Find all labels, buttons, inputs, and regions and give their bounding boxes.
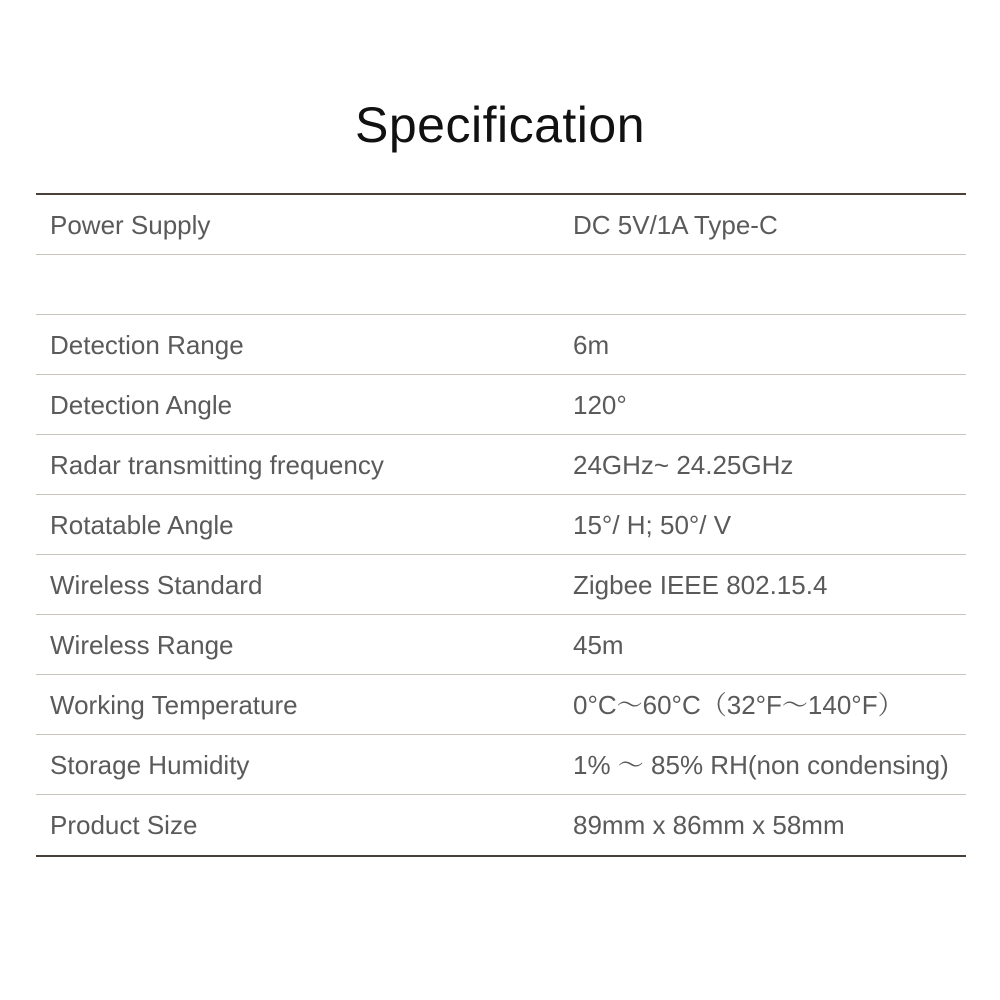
spec-value: DC 5V/1A Type-C xyxy=(573,210,778,240)
spec-label: Detection Range xyxy=(50,330,244,360)
spec-row-storage-humidity xyxy=(36,735,966,795)
page-title: Specification xyxy=(355,96,645,153)
spec-table xyxy=(36,193,966,857)
spec-label: Radar transmitting frequency xyxy=(50,450,384,480)
spec-value: 0°C～60°C（32°F～140°F） xyxy=(573,690,904,720)
spec-value: 89mm x 86mm x 58mm xyxy=(573,810,845,840)
spec-row-detection-angle xyxy=(36,375,966,435)
spec-row-empty xyxy=(36,255,966,315)
spec-label: Power Supply xyxy=(50,210,211,240)
spec-value: 120° xyxy=(573,390,627,420)
spec-label: Storage Humidity xyxy=(50,750,250,780)
spec-label: Rotatable Angle xyxy=(50,510,234,540)
spec-label: Detection Angle xyxy=(50,390,233,420)
spec-value: 24GHz~ 24.25GHz xyxy=(573,450,794,480)
spec-row-power-supply xyxy=(36,195,966,255)
spec-row-detection-range xyxy=(36,315,966,375)
spec-row-rotatable-angle xyxy=(36,495,966,555)
spec-value: 1% ～ 85% RH(non condensing) xyxy=(573,750,949,780)
spec-row-radar-frequency xyxy=(36,435,966,495)
spec-label: Wireless Standard xyxy=(50,570,263,600)
spec-row-wireless-range xyxy=(36,615,966,675)
spec-label: Wireless Range xyxy=(50,630,234,660)
spec-row-working-temperature xyxy=(36,675,966,735)
spec-value: 6m xyxy=(573,330,610,360)
spec-label: Working Temperature xyxy=(50,690,298,720)
spec-value: 45m xyxy=(573,630,624,660)
spec-row-wireless-standard xyxy=(36,555,966,615)
spec-value: Zigbee IEEE 802.15.4 xyxy=(573,570,828,600)
spec-row-product-size xyxy=(36,795,966,855)
spec-label: Product Size xyxy=(50,810,198,840)
spec-value: 15°/ H; 50°/ V xyxy=(573,510,732,540)
